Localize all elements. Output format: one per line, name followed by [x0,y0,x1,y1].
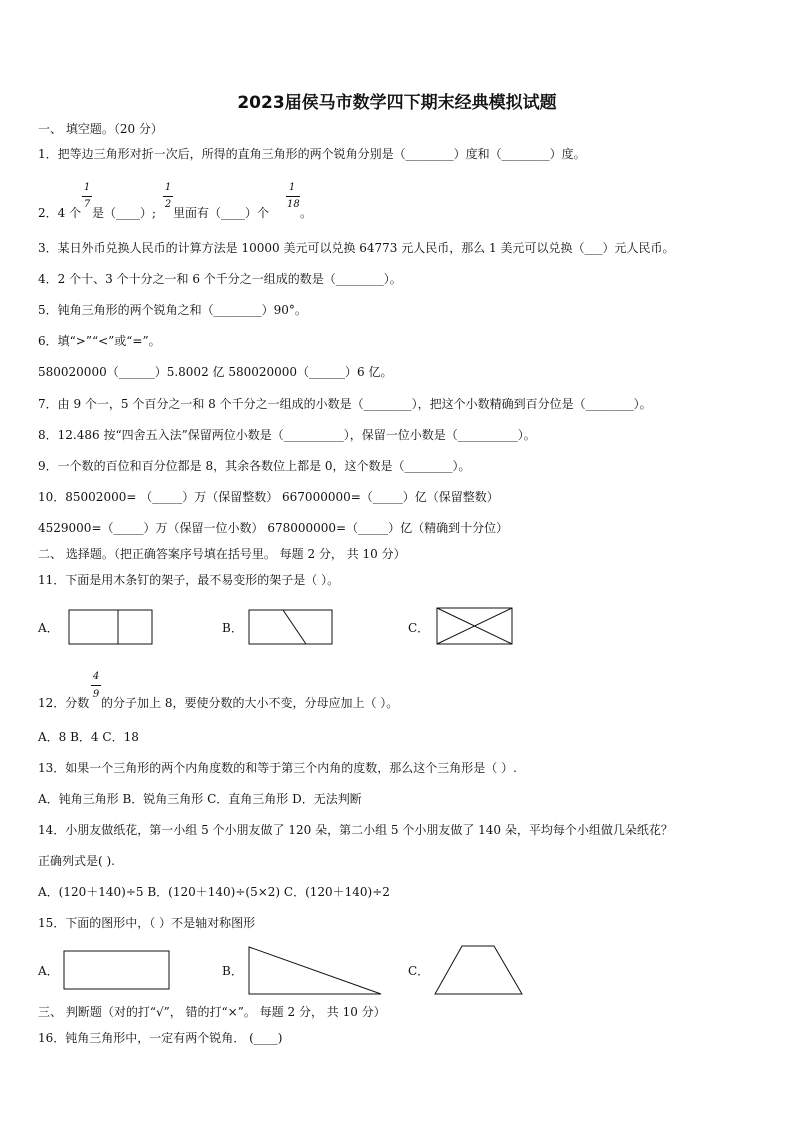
question-8: 8．12.486 按“四舍五入法”保留两位小数是（__________），保留一位小数是（__________）。 [38,428,536,442]
fraction-2-denominator: 2 [164,199,172,210]
fraction-1-numerator: 1 [83,182,91,193]
question-14: 14．小朋友做纸花，第一小组 5 个小朋友做了 120 朵，第二小组 5 个小朋友做了 140 朵，平均每个小组做几朵纸花？ [38,823,673,837]
question-6-items: 580020000（______）5.8002 亿 580020000（______）6 亿。 [38,365,393,379]
fraction-2-numerator: 1 [164,182,172,193]
q15-figure-b-right-triangle [248,946,384,996]
fraction-3-denominator: 18 [287,199,300,210]
q12-fraction-numerator: 4 [92,671,100,682]
q15-figure-c-trapezoid [434,945,524,997]
q12-fraction-denominator: 9 [92,689,100,700]
fraction-1-bar [82,196,92,197]
q15-option-c-label: C． [408,964,430,978]
question-2-part-d: 。 [300,206,313,220]
q12-fraction-bar [91,685,101,686]
question-12-part-b: 的分子加上 8，要使分数的大小不变，分母应加上（ ）。 [101,696,399,710]
section-heading-true-false: 三、 判断题（对的打“√”， 错的打“×”。 每题 2 分， 共 10 分） [38,1005,386,1019]
question-3: 3．某日外币兑换人民币的计算方法是 10000 美元可以兑换 64773 元人民币，那么 1 美元可以兑换（___）元人民币。 [38,241,675,255]
question-7: 7．由 9 个一，5 个百分之一和 8 个千分之一组成的小数是（________），把这个小数精确到百分位是（________）。 [38,397,652,411]
q15-option-a-label: A． [38,964,59,978]
question-11: 11．下面是用木条钉的架子，最不易变形的架子是（ ）。 [38,573,340,587]
question-9: 9．一个数的百位和百分位都是 8，其余各数位上都是 0，这个数是（________）。 [38,459,471,473]
question-6: 6．填“>”“<”或“=”。 [38,334,161,348]
question-13-options: A．钝角三角形 B．锐角三角形 C．直角三角形 D．无法判断 [38,792,362,806]
q11-option-a-label: A． [38,621,59,635]
q11-option-b-label: B． [222,621,243,635]
question-16: 16．钝角三角形中，一定有两个锐角． (____) [38,1031,283,1045]
question-13: 13．如果一个三角形的两个内角度数的和等于第三个内角的度数，那么这个三角形是（ ）. [38,761,517,775]
question-12-options: A．8 B．4 C．18 [38,730,139,744]
question-14-prompt: 正确列式是( ). [38,854,115,868]
question-5: 5．钝角三角形的两个锐角之和（________）90°。 [38,303,307,317]
question-2-part-a: 2．4 个 [38,206,82,220]
question-4: 4．2 个十、3 个十分之一和 6 个千分之一组成的数是（________）。 [38,272,402,286]
q11-figure-a-frame-one-divider [68,609,154,647]
question-10-line-2: 4529000=（_____）万（保留一位小数） 678000000=（_____）亿（精确到十分位） [38,521,509,535]
question-12-part-a: 12．分数 [38,696,90,710]
question-2-part-c: 里面有（____）个 [173,206,270,220]
question-1: 1．把等边三角形对折一次后，所得的直角三角形的两个锐角分别是（________）度和（________）度。 [38,147,586,161]
question-15: 15．下面的图形中，（ ）不是轴对称图形 [38,916,256,930]
fraction-3-numerator: 1 [288,182,296,193]
page-title: 2023届侯马市数学四下期末经典模拟试题 [237,93,557,113]
q15-figure-a-rectangle [63,950,171,992]
fraction-3-bar [286,196,300,197]
q11-option-c-label: C． [408,621,430,635]
section-heading-fill-blank: 一、 填空题。（20 分） [38,122,163,136]
question-2-part-b: 是（____）; [92,206,157,220]
q11-figure-b-frame-diagonal [248,609,334,647]
question-14-options: A．(120＋140)÷5 B．(120＋140)÷(5×2) C．(120＋140)÷2 [38,885,390,899]
question-10-line-1: 10．85002000= （_____）万（保留整数） 667000000=（_____）亿（保留整数） [38,490,499,504]
section-heading-choice: 二、 选择题。（把正确答案序号填在括号里。 每题 2 分， 共 10 分） [38,547,406,561]
q15-option-b-label: B． [222,964,243,978]
fraction-2-bar [163,196,173,197]
q11-figure-c-frame-cross-braced [436,607,514,647]
fraction-1-denominator: 7 [83,199,91,210]
